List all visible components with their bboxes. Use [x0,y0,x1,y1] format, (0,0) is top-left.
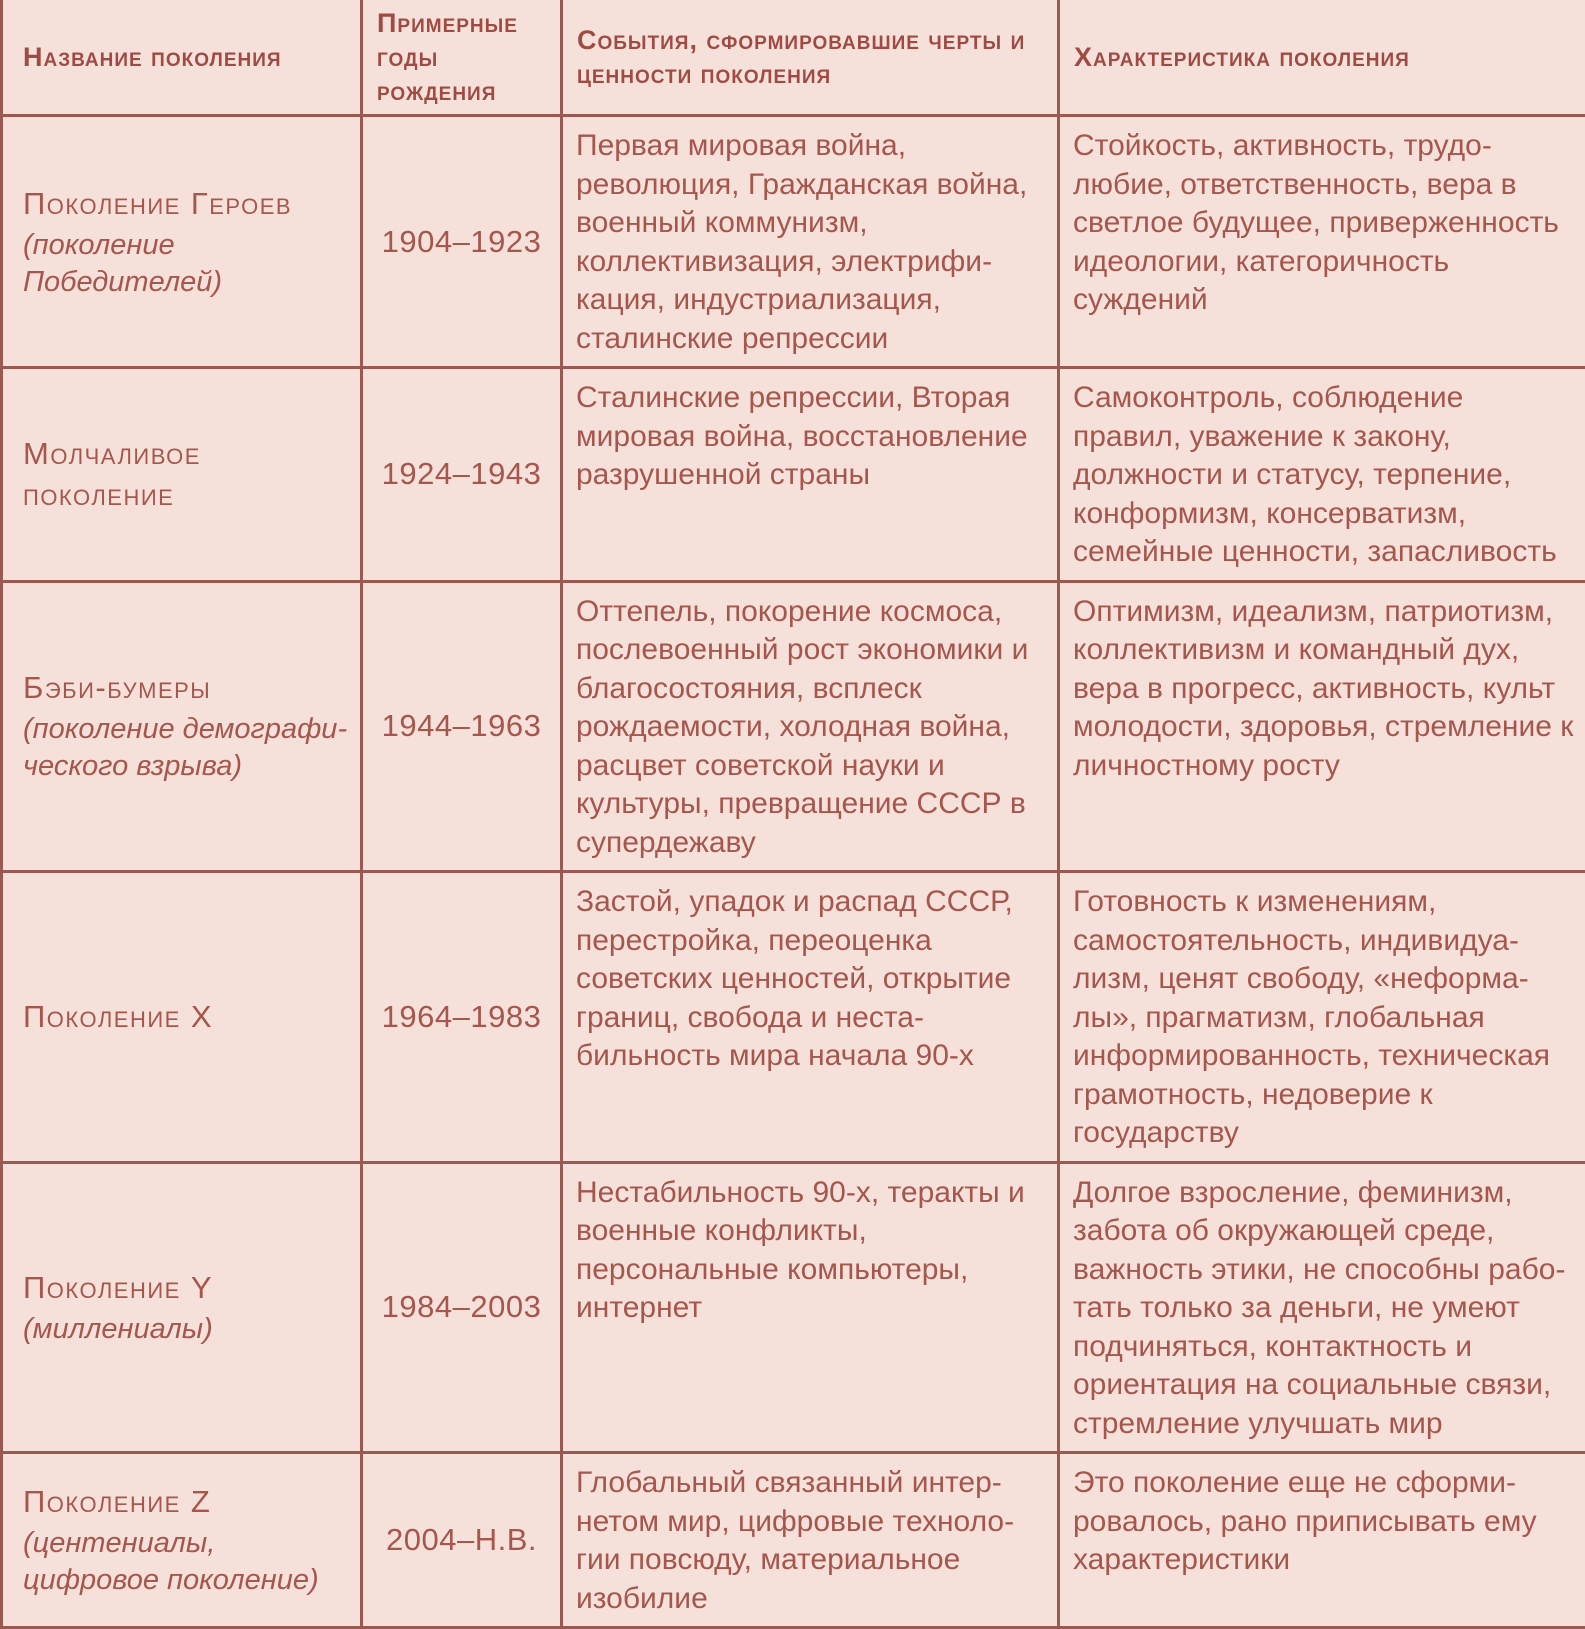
generation-name: Поколение Y [23,1267,348,1308]
generation-years: 1944–1963 [362,581,562,872]
column-header-years: Примерные годы рождения [362,0,562,116]
generation-name-cell [2,1453,362,1628]
generation-years: 2004–Н.В. [362,1453,562,1628]
generation-name: Поколение Z [23,1481,348,1522]
table-row [2,872,1585,1163]
header-row [2,0,1585,116]
generation-events: Оттепель, покорение космоса, послевоенный рост экономики и благосостояния, всплеск рождаемости, холодная война, расцвет советской науки и культуры, превращение СССР в супердежаву [562,581,1059,872]
generation-events: Глобальный связанный интернетом мир, цифровые технологии повсюду, материальное изобилие [562,1453,1059,1628]
generation-name-cell [2,581,362,872]
generation-traits: Оптимизм, идеализм, патриотизм, коллективизм и командный дух, вера в прогресс, активность, культ молодости, здоровья, стремление к личностному росту [1059,581,1585,872]
table-row [2,1162,1585,1453]
column-header-name: Название поколения [2,0,362,116]
generation-name-cell [2,368,362,582]
generation-years: 1904–1923 [362,116,562,368]
generation-name-cell [2,1162,362,1453]
generation-traits: Это поколение еще не сформировалось, рано приписывать ему характеристики [1059,1453,1585,1628]
generation-traits: Стойкость, активность, трудолюбие, ответственность, вера в светлое будущее, приверженность идеологии, категоричность суждений [1059,116,1585,368]
generation-traits: Самоконтроль, соблюдение правил, уважение к закону, должности и статусу, терпение, конформизм, консерватизм, семейные ценности, запасливость [1059,368,1585,582]
table-row [2,116,1585,368]
generation-name: Поколение Героев [23,183,348,224]
generation-note: (поколение демографического взрыва) [23,711,348,785]
generation-events: Нестабильность 90-х, теракты и военные конфликты, персональные компьютеры, интернет [562,1162,1059,1453]
generation-name: Молчаливое поколение [23,433,348,515]
generation-events: Сталинские репрессии, Вторая мировая война, восстановление разрушенной страны [562,368,1059,582]
generation-years: 1924–1943 [362,368,562,582]
column-header-events: События, сформировавшие черты и ценности поколения [562,0,1059,116]
generation-name: Поколение X [23,996,348,1037]
generation-note: (центениалы, цифровое поколение) [23,1525,348,1599]
generation-name-cell [2,872,362,1163]
generation-years: 1964–1983 [362,872,562,1163]
table-row [2,1453,1585,1628]
column-header-traits: Характеристика поколения [1059,0,1585,116]
generation-traits: Долгое взросление, феминизм, забота об окружающей среде, важность этики, не способны работать только за деньги, не умеют подчиняться, контактность и ориентация на социальные связи, стремление улучшать мир [1059,1162,1585,1453]
table-row [2,581,1585,872]
generation-traits: Готовность к изменениям, самостоятельность, индивидуализм, ценят свободу, «неформалы», прагматизм, глобальная информированность, техническая грамотность, недоверие к государству [1059,872,1585,1163]
generation-note: (поколение Победителей) [23,227,348,301]
generation-name-cell [2,116,362,368]
generation-name: Бэби-бумеры [23,667,348,708]
table-row [2,368,1585,582]
generation-events: Застой, упадок и распад СССР, перестройка, переоценка советских ценностей, открытие границ, свобода и нестабильность мира начала 90-х [562,872,1059,1163]
generation-note: (миллениалы) [23,1311,348,1348]
generation-years: 1984–2003 [362,1162,562,1453]
generation-events: Первая мировая война, революция, Гражданская война, военный коммунизм, коллективизация, электрификация, индустриализация, сталинские репрессии [562,116,1059,368]
